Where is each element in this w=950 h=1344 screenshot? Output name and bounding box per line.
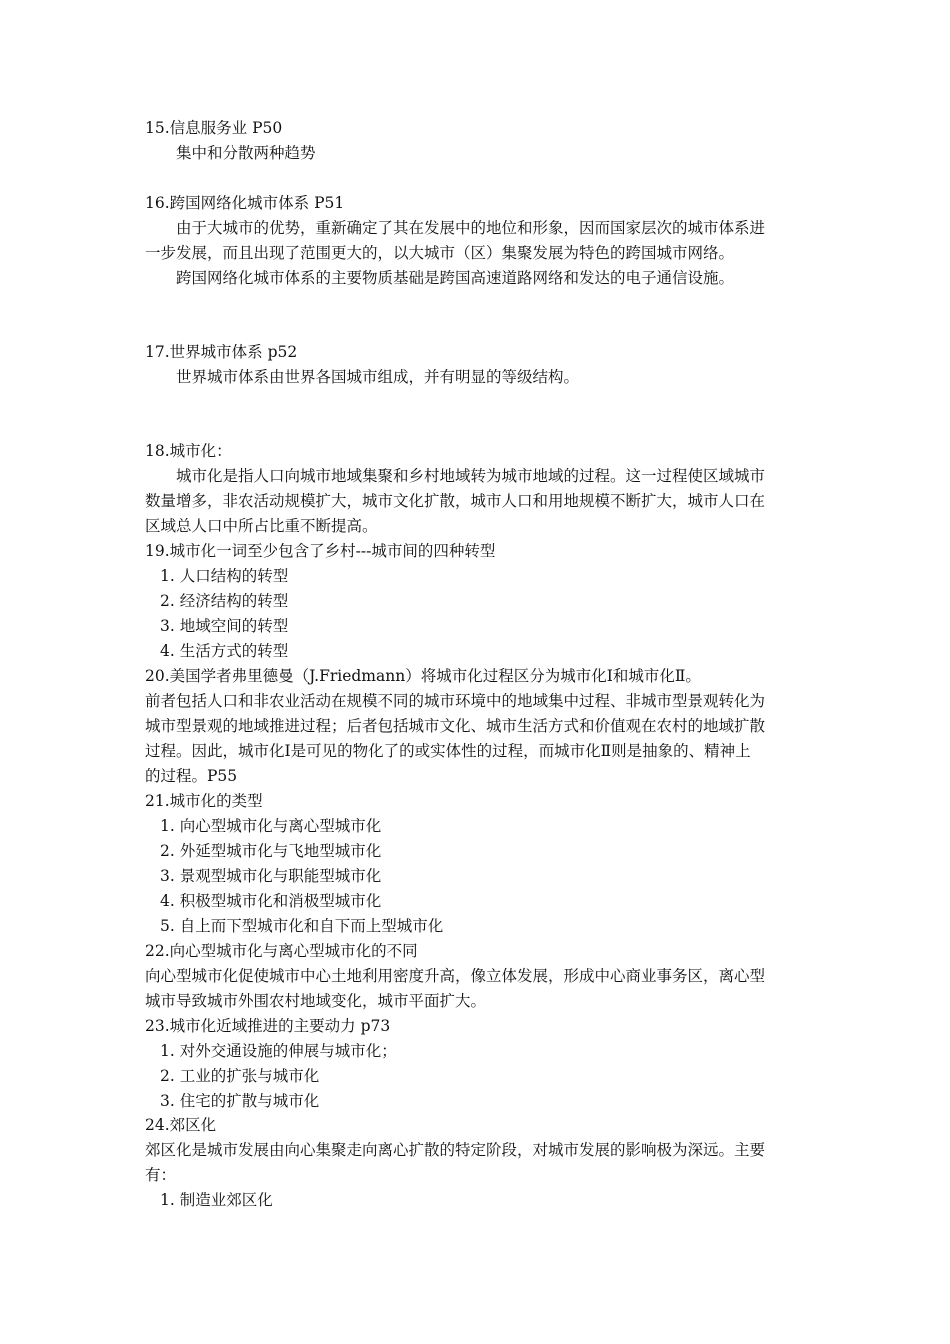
list-item: 3. 地域空间的转型: [160, 617, 289, 635]
section-16-paragraph-2: 跨国网络化城市体系的主要物质基础是跨国高速道路网络和发达的电子通信设施。: [176, 269, 735, 287]
section-18-heading: 18.城市化：: [145, 442, 232, 460]
section-24-paragraph-line-1: 郊区化是城市发展由向心集聚走向离心扩散的特定阶段，对城市发展的影响极为深远。主要: [145, 1141, 766, 1159]
list-item: 4. 生活方式的转型: [160, 642, 289, 660]
section-18-paragraph-line-1: 城市化是指人口向城市地域集聚和乡村地域转为城市地域的过程。这一过程使区域城市: [176, 467, 766, 485]
section-22-paragraph-line-2: 城市导致城市外围农村地域变化，城市平面扩大。: [145, 992, 487, 1010]
section-16-paragraph-1-line-1: 由于大城市的优势，重新确定了其在发展中的地位和形象，因而国家层次的城市体系进: [176, 219, 766, 237]
section-21-heading: 21.城市化的类型: [145, 792, 263, 810]
list-item: 1. 对外交通设施的伸展与城市化；: [160, 1042, 397, 1060]
section-18-paragraph-line-3: 区域总人口中所占比重不断提高。: [145, 517, 378, 535]
list-item: 2. 外延型城市化与飞地型城市化: [160, 842, 382, 860]
list-item: 1. 人口结构的转型: [160, 567, 289, 585]
list-item: 3. 住宅的扩散与城市化: [160, 1092, 320, 1110]
section-22-heading: 22.向心型城市化与离心型城市化的不同: [145, 942, 418, 960]
section-24-paragraph-line-2: 有：: [145, 1166, 177, 1184]
section-16-paragraph-1-line-2: 一步发展，而且出现了范围更大的，以大城市（区）集聚发展为特色的跨国城市网络。: [145, 244, 735, 262]
section-24-heading: 24.郊区化: [145, 1116, 217, 1134]
list-item: 4. 积极型城市化和消极型城市化: [160, 892, 382, 910]
list-item: 5. 自上而下型城市化和自下而上型城市化: [160, 917, 444, 935]
section-20-paragraph-line-3: 过程。因此，城市化Ⅰ是可见的物化了的或实体性的过程，而城市化Ⅱ则是抽象的、精神上: [145, 742, 751, 760]
list-item: 1. 向心型城市化与离心型城市化: [160, 817, 382, 835]
section-16-heading: 16.跨国网络化城市体系 P51: [145, 194, 345, 212]
section-18-paragraph-line-2: 数量增多，非农活动规模扩大，城市文化扩散，城市人口和用地规模不断扩大，城市人口在: [145, 492, 766, 510]
list-item: 2. 经济结构的转型: [160, 592, 289, 610]
section-20-heading: 20.美国学者弗里德曼（J.Friedmann）将城市化过程区分为城市化Ⅰ和城市化Ⅱ。: [145, 667, 701, 685]
list-item: 3. 景观型城市化与职能型城市化: [160, 867, 382, 885]
section-17-paragraph: 世界城市体系由世界各国城市组成，并有明显的等级结构。: [176, 368, 580, 386]
list-item: 1. 制造业郊区化: [160, 1191, 273, 1209]
list-item: 2. 工业的扩张与城市化: [160, 1067, 320, 1085]
section-19-heading: 19.城市化一词至少包含了乡村---城市间的四种转型: [145, 542, 496, 560]
section-22-paragraph-line-1: 向心型城市化促使城市中心土地利用密度升高，像立体发展，形成中心商业事务区，离心型: [145, 967, 766, 985]
section-23-heading: 23.城市化近域推进的主要动力 p73: [145, 1017, 391, 1035]
section-15-heading: 15.信息服务业 P50: [145, 119, 283, 137]
section-20-paragraph-line-1: 前者包括人口和非农业活动在规模不同的城市环境中的地域集中过程、非城市型景观转化为: [145, 692, 766, 710]
section-17-heading: 17.世界城市体系 p52: [145, 343, 298, 361]
section-20-paragraph-line-4: 的过程。P55: [145, 767, 238, 785]
section-20-paragraph-line-2: 城市型景观的地域推进过程；后者包括城市文化、城市生活方式和价值观在农村的地域扩散: [145, 717, 766, 735]
section-15-paragraph: 集中和分散两种趋势: [176, 144, 316, 162]
